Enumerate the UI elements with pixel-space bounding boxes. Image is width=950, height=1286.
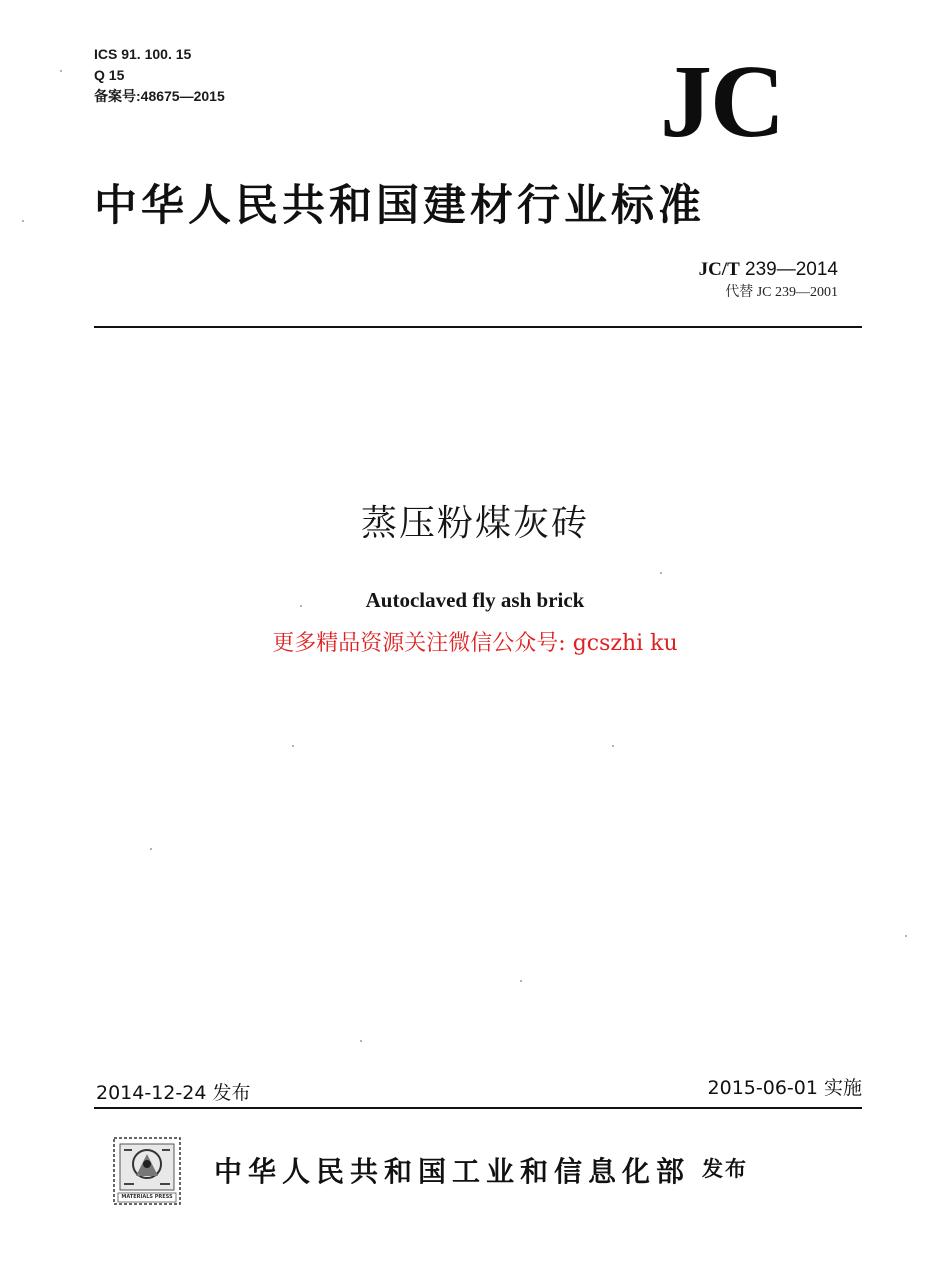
scan-speck (150, 848, 152, 850)
publisher-seal-icon (112, 1136, 182, 1206)
implementation-date: 2015-06-01 实施 (707, 1077, 862, 1099)
document-title-en: Autoclaved fly ash brick (365, 588, 585, 612)
record-number: 备案号:48675—2015 (94, 88, 225, 104)
scan-speck (292, 745, 294, 747)
standard-code: JC/T (698, 259, 740, 280)
publisher-name: 中华人民共和国工业和信息化部 (214, 1155, 691, 1188)
scan-speck (300, 605, 302, 607)
classification-block (94, 44, 225, 107)
scan-speck (612, 745, 614, 747)
header-divider (94, 326, 862, 328)
standard-year: 239—2014 (745, 259, 838, 280)
document-title-cn: 蒸压粉煤灰砖 (360, 503, 589, 544)
industry-standard-title: 中华人民共和国建材行业标准 (94, 181, 705, 231)
footer-divider (94, 1107, 862, 1109)
scan-speck (22, 220, 24, 222)
issue-date: 2014-12-24 发布 (96, 1082, 251, 1104)
standard-number-block (699, 258, 838, 304)
promo-watermark-text: 更多精品资源关注微信公众号: gcszhi ku (272, 631, 678, 656)
replaces-standard: 代替 JC 239—2001 (725, 285, 838, 300)
scan-speck (905, 935, 907, 937)
ics-code: ICS 91. 100. 15 (94, 46, 192, 62)
scan-speck (660, 572, 662, 574)
jc-logo: JC (660, 44, 784, 159)
publisher-suffix: 发布 (702, 1157, 748, 1181)
scan-speck (60, 70, 62, 72)
standard-number (699, 258, 838, 282)
scan-speck (360, 1040, 362, 1042)
seal-caption: MATERIALS PRESS (121, 1194, 173, 1200)
ccs-code: Q 15 (94, 67, 125, 83)
scan-speck (520, 980, 522, 982)
